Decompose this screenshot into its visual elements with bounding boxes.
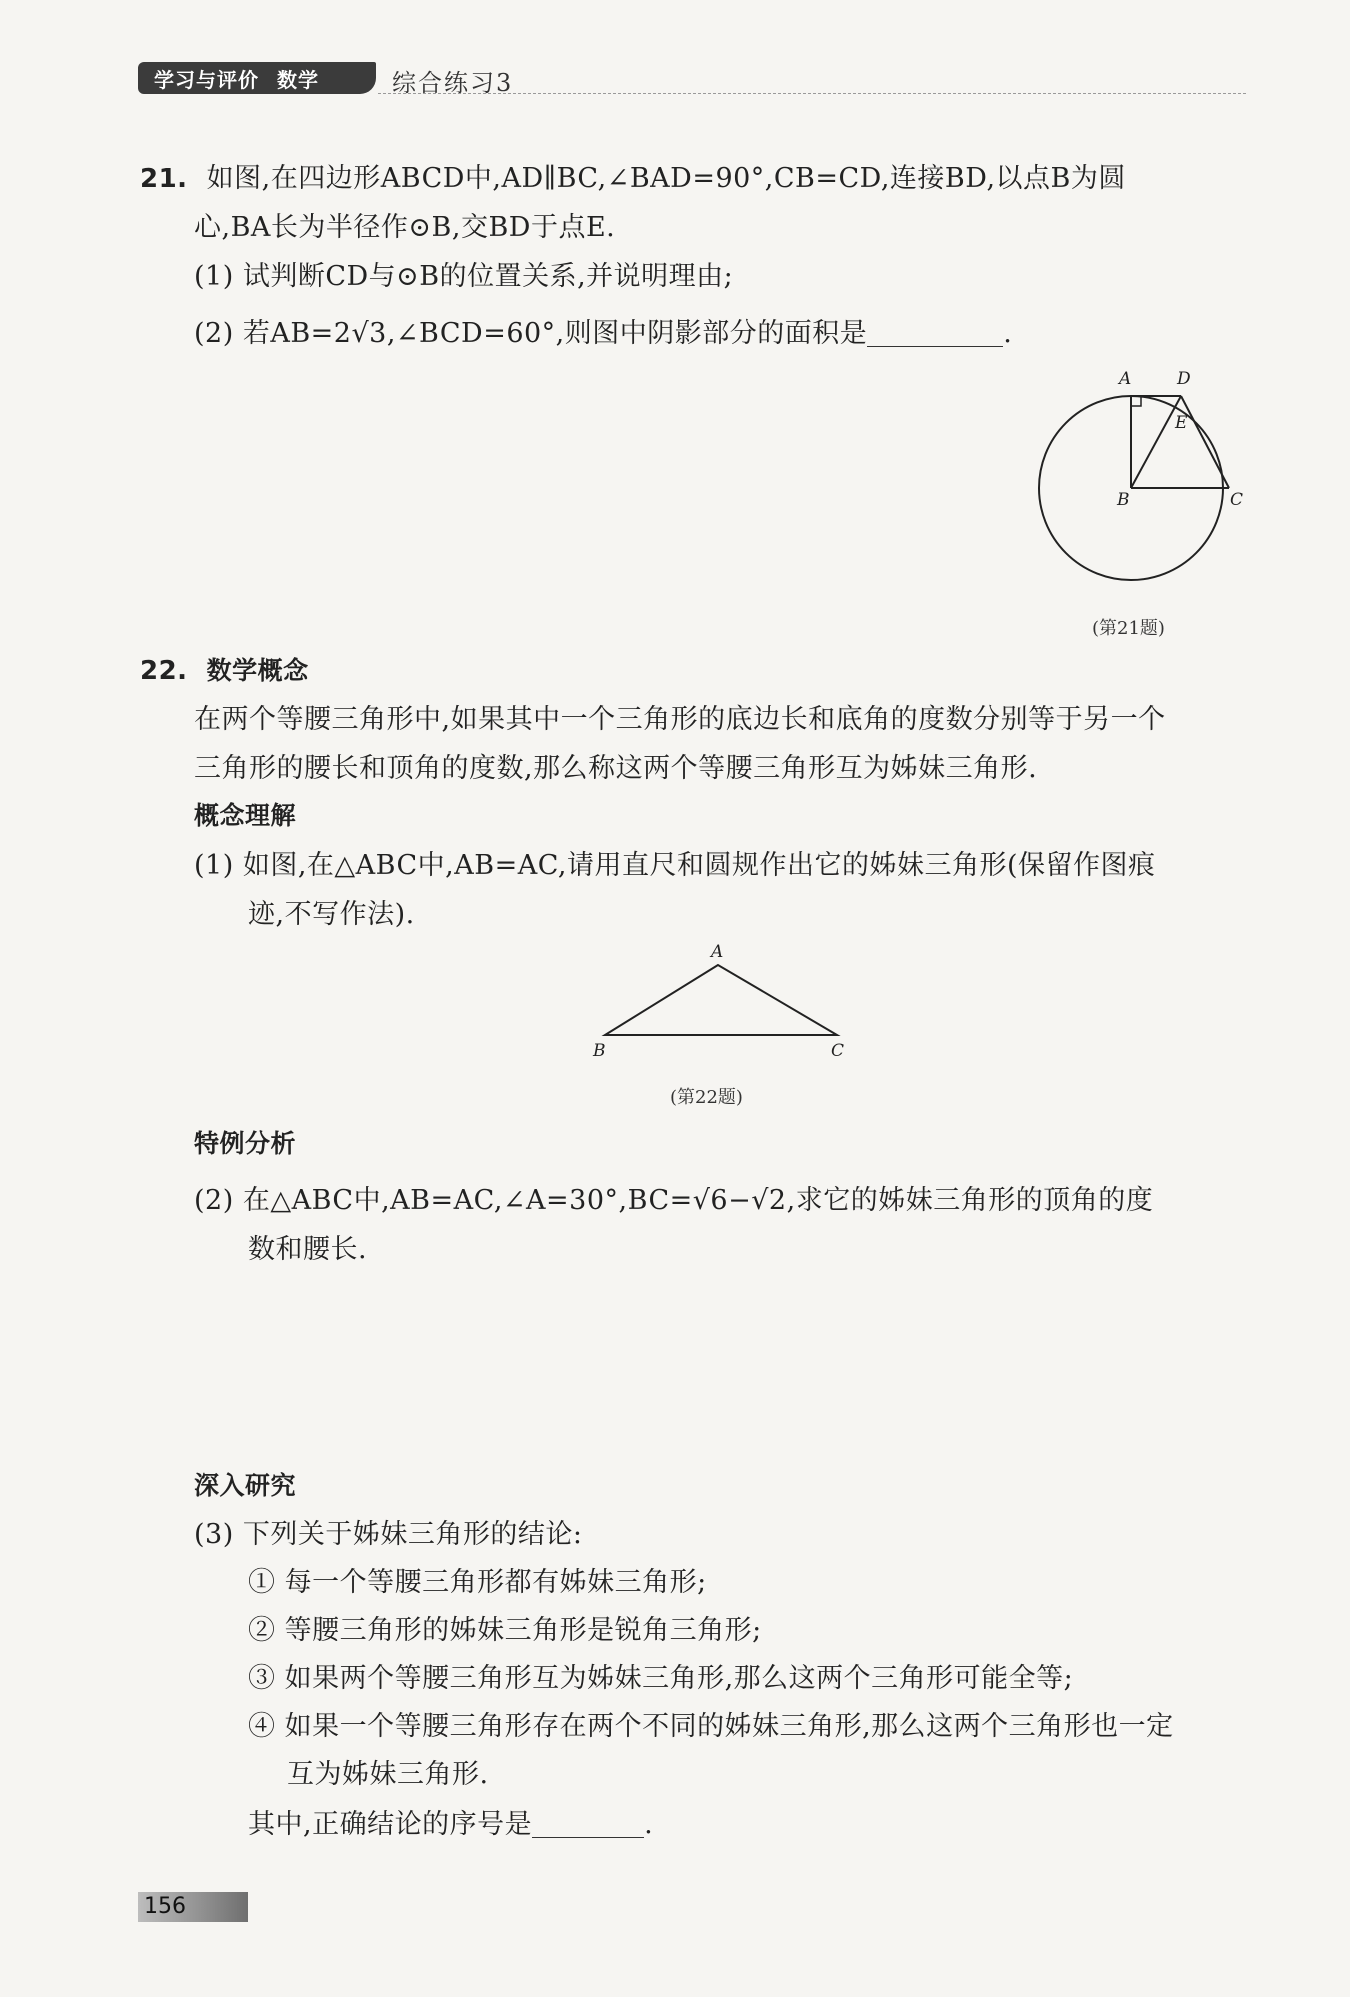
segment-bd: [1131, 396, 1181, 488]
q22-answer-blank[interactable]: [532, 1813, 644, 1838]
q22-item-4-line2: 互为姊妹三角形.: [287, 1759, 489, 1790]
q22-p2-line1: (2) 在△ABC中,AB=AC,∠A=30°,BC=√6−√2,求它的姊妹三角形的顶角的度: [194, 1185, 1154, 1216]
q22-conclusion: [248, 1811, 653, 1838]
label-d: D: [1177, 369, 1191, 389]
label-b: B: [1117, 490, 1130, 510]
q22-intro2: 三角形的腰长和顶角的度数,那么称这两个等腰三角形互为姊妹三角形.: [194, 753, 1038, 784]
q22-figure: [585, 940, 855, 1065]
q21-part1: (1) 试判断CD与⊙B的位置关系,并说明理由;: [194, 261, 734, 292]
header-badge: [138, 62, 376, 94]
q22-p2-line2: 数和腰长.: [248, 1234, 368, 1265]
q22-caption: (第22题): [670, 1087, 743, 1108]
q22-sec2: 特例分析: [194, 1129, 297, 1158]
q22-sec1: 概念理解: [194, 801, 297, 830]
q22-heading: [140, 657, 309, 684]
q22-p1-line1: (1) 如图,在△ABC中,AB=AC,请用直尺和圆规作出它的姊妹三角形(保留作图痕: [194, 850, 1156, 881]
header-subtitle: 综合练习3: [392, 69, 514, 97]
q22-item-1: ① 每一个等腰三角形都有姊妹三角形;: [248, 1567, 707, 1598]
page-number: 156: [138, 1892, 248, 1922]
q21-part2: [194, 320, 1012, 347]
header-badge-book: 学习与评价: [154, 67, 259, 92]
q22-item-2: ② 等腰三角形的姊妹三角形是锐角三角形;: [248, 1615, 762, 1646]
q21-figure: [1025, 362, 1255, 594]
q21-text1: 如图,在四边形ABCD中,AD∥BC,∠BAD=90°,CB=CD,连接BD,以点B为圆: [206, 163, 1126, 194]
q22-number: 22.: [140, 656, 188, 686]
segment-dc: [1181, 396, 1229, 488]
q22-item-3: ③ 如果两个等腰三角形互为姊妹三角形,那么这两个三角形可能全等;: [248, 1663, 1074, 1694]
header-badge-subject: 数学: [277, 67, 319, 92]
q22-label-a: A: [711, 942, 724, 962]
q21-answer-blank[interactable]: [867, 322, 1003, 347]
q22-title: 数学概念: [206, 656, 309, 685]
q22-sec3: 深入研究: [194, 1471, 297, 1500]
q22-label-c: C: [831, 1041, 845, 1061]
q22-conclusion-text: 其中,正确结论的序号是: [248, 1809, 533, 1840]
q21-part2-end: .: [1003, 318, 1013, 349]
label-a: A: [1119, 369, 1132, 389]
q21-number: 21.: [140, 164, 188, 194]
q21-line1: [140, 165, 1126, 192]
header-divider: [378, 93, 1246, 94]
label-c: C: [1230, 490, 1244, 510]
q22-p1-line2: 迹,不写作法).: [248, 899, 415, 930]
q21-caption: (第21题): [1092, 618, 1165, 639]
q22-intro1: 在两个等腰三角形中,如果其中一个三角形的底边长和底角的度数分别等于另一个: [194, 704, 1166, 735]
q21-part2-text: (2) 若AB=2√3,∠BCD=60°,则图中阴影部分的面积是: [194, 318, 868, 349]
q22-label-b: B: [593, 1041, 606, 1061]
right-angle-mark: [1131, 396, 1141, 406]
triangle-abc: [605, 965, 837, 1035]
label-e: E: [1175, 413, 1188, 433]
q22-conclusion-end: .: [644, 1809, 654, 1840]
q22-item-4: ④ 如果一个等腰三角形存在两个不同的姊妹三角形,那么这两个三角形也一定: [248, 1711, 1174, 1742]
q22-p3-intro: (3) 下列关于姊妹三角形的结论:: [194, 1519, 583, 1550]
q21-line2: 心,BA长为半径作⊙B,交BD于点E.: [194, 212, 616, 243]
